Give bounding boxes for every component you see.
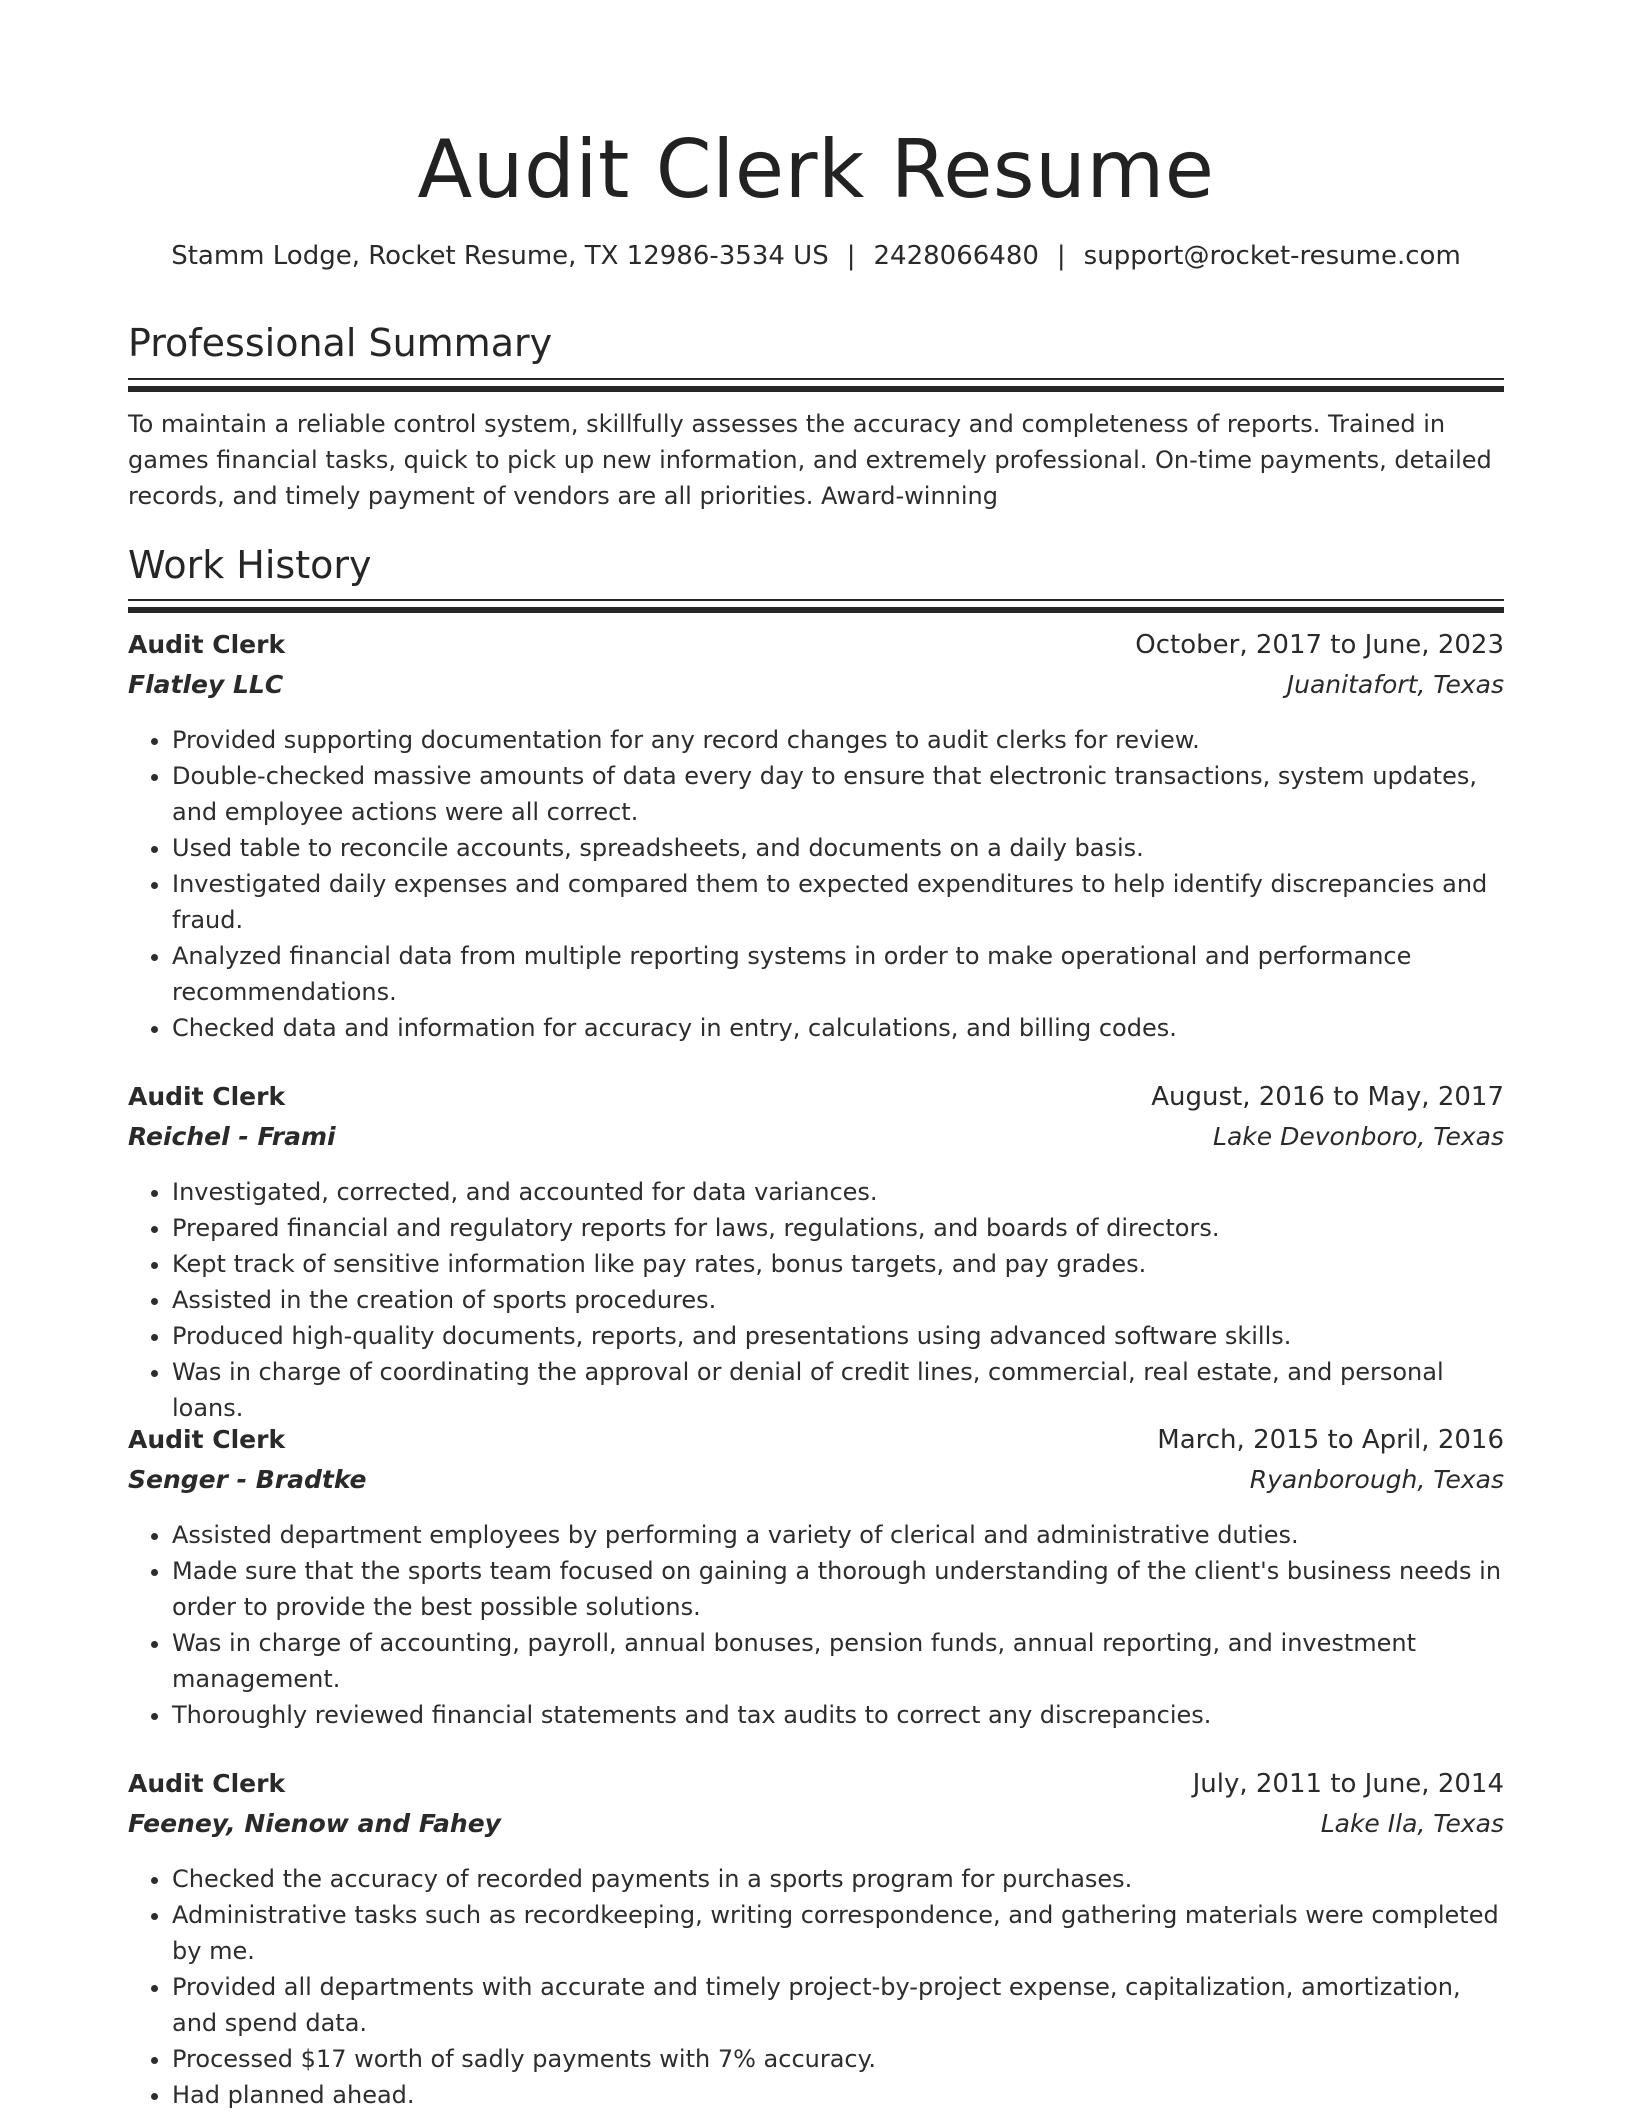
job-bullets [128, 722, 1504, 1046]
job-bullet: • Used table to reconcile accounts, spreadsheets, and documents on a daily basis. [172, 830, 1504, 866]
job-bullet: • Assisted department employees by performing a variety of clerical and administrative duties. [172, 1517, 1504, 1553]
job-title: Audit Clerk [128, 1769, 286, 1798]
job-bullets [128, 1517, 1504, 1733]
job-entry [128, 1425, 1504, 1733]
contact-email[interactable]: support@rocket-resume.com [1083, 241, 1461, 271]
job-bullet: • Provided all departments with accurate and timely project-by-project expense, capitalization, amortization, and spend data. [172, 1969, 1504, 2041]
job-bullet: • Was in charge of accounting, payroll, annual bonuses, pension funds, annual reporting, and investment management. [172, 1625, 1504, 1697]
job-bullet: • Prepared financial and regulatory reports for laws, regulations, and boards of directors. [172, 1210, 1504, 1246]
job-bullet: • Checked the accuracy of recorded payments in a sports program for purchases. [172, 1861, 1504, 1897]
job-bullet: • Assisted in the creation of sports procedures. [172, 1282, 1504, 1318]
job-bullet: • Investigated daily expenses and compared them to expected expenditures to help identify discrepancies and fraud. [172, 866, 1504, 938]
job-bullet: • Administrative tasks such as recordkeeping, writing correspondence, and gathering materials were completed by me. [172, 1897, 1504, 1969]
job-dates: March, 2015 to April, 2016 [1157, 1425, 1504, 1455]
job-title: Audit Clerk [128, 630, 286, 659]
work-history-heading: Work History [128, 543, 372, 587]
job-bullets [128, 1861, 1504, 2113]
job-bullet: • Investigated, corrected, and accounted for data variances. [172, 1174, 1504, 1210]
job-entry [128, 630, 1504, 1046]
job-bullet: • Kept track of sensitive information like pay rates, bonus targets, and pay grades. [172, 1246, 1504, 1282]
summary-text: To maintain a reliable control system, skillfully assesses the accuracy and completeness of reports. Trained in games financial tasks, quick to pick up new information, and extremely professional. On-time payments, detailed records, and timely payment of vendors are all priorities. Award-winning [128, 410, 1492, 510]
job-title: Audit Clerk [128, 1082, 286, 1111]
job-bullet: • Checked data and information for accuracy in entry, calculations, and billing codes. [172, 1010, 1504, 1046]
contact-separator: | [846, 241, 856, 271]
job-dates: October, 2017 to June, 2023 [1135, 630, 1504, 660]
job-bullet: • Provided supporting documentation for any record changes to audit clerks for review. [172, 722, 1504, 758]
job-entry [128, 1082, 1504, 1426]
contact-separator: | [1056, 241, 1066, 271]
job-bullet: • Made sure that the sports team focused on gaining a thorough understanding of the client's business needs in order to provide the best possible solutions. [172, 1553, 1504, 1625]
job-location: Lake Devonboro, Texas [1213, 1122, 1504, 1151]
job-bullet: • Was in charge of coordinating the approval or denial of credit lines, commercial, real estate, and personal loans. [172, 1354, 1504, 1426]
job-bullet: • Produced high-quality documents, reports, and presentations using advanced software skills. [172, 1318, 1504, 1354]
job-company: Feeney, Nienow and Fahey [128, 1809, 501, 1838]
job-bullet: • Analyzed financial data from multiple reporting systems in order to make operational and performance recommendations. [172, 938, 1504, 1010]
job-dates: August, 2016 to May, 2017 [1151, 1082, 1504, 1112]
job-bullet: • Had planned ahead. [172, 2077, 1504, 2113]
job-dates: July, 2011 to June, 2014 [1192, 1769, 1504, 1799]
contact-line [128, 236, 1504, 276]
job-bullet: • Processed $17 worth of sadly payments with 7% accuracy. [172, 2041, 1504, 2077]
job-company: Reichel - Frami [128, 1122, 336, 1151]
job-title: Audit Clerk [128, 1425, 286, 1454]
job-location: Lake Ila, Texas [1320, 1809, 1504, 1838]
summary-heading: Professional Summary [128, 321, 553, 365]
job-company: Senger - Bradtke [128, 1465, 367, 1494]
job-company: Flatley LLC [128, 670, 284, 699]
job-location: Ryanborough, Texas [1249, 1465, 1504, 1494]
summary-divider [128, 378, 1504, 392]
job-location: Juanitafort, Texas [1286, 670, 1504, 699]
job-bullet: • Double-checked massive amounts of data every day to ensure that electronic transactions, system updates, and employee actions were all correct. [172, 758, 1504, 830]
job-bullet: • Thoroughly reviewed financial statements and tax audits to correct any discrepancies. [172, 1697, 1504, 1733]
work-history-divider [128, 599, 1504, 613]
job-bullets [128, 1174, 1504, 1426]
resume-title: Audit Clerk Resume [417, 123, 1215, 216]
contact-phone: 2428066480 [873, 241, 1039, 271]
contact-address: Stamm Lodge, Rocket Resume, TX 12986-3534 US [171, 241, 829, 271]
job-entry [128, 1769, 1504, 2113]
